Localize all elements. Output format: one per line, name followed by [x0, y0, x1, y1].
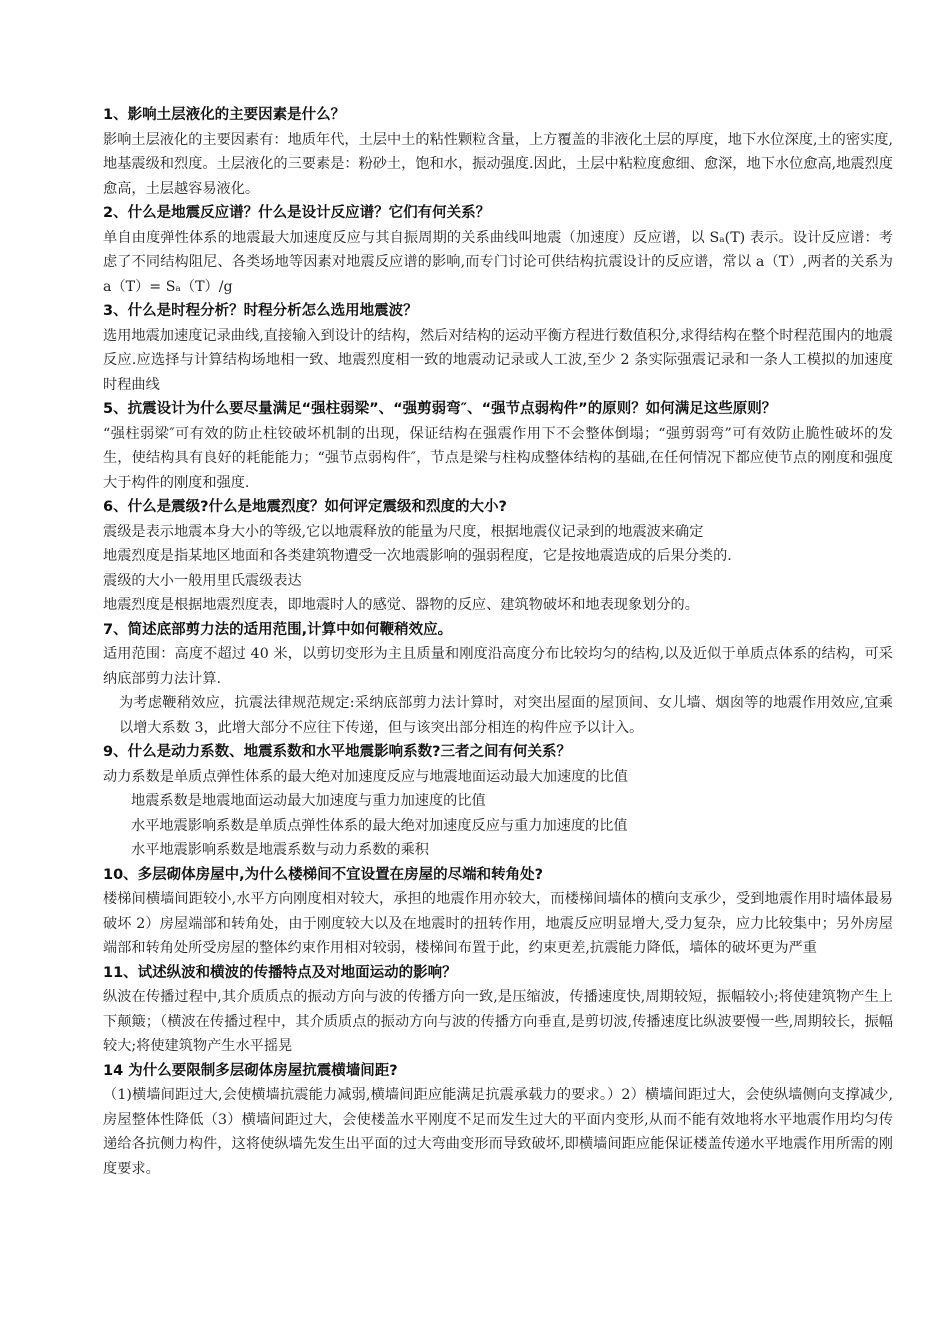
question-heading: 3、什么是时程分析？时程分析怎么选用地震波？ [103, 303, 418, 319]
answer-paragraph: 地震烈度是根据地震烈度表，即地震时人的感觉、器物的反应、建筑物破坏和地表现象划分的。 [103, 597, 699, 613]
question-heading: 6、什么是震级?什么是地震烈度？如何评定震级和烈度的大小? [103, 499, 507, 515]
section-6 [103, 495, 893, 618]
question-heading: 1、影响土层液化的主要因素是什么？ [103, 107, 346, 123]
section-2 [103, 201, 893, 299]
section-10 [103, 863, 893, 961]
answer-paragraph: 楼梯间横墙间距较小,水平方向刚度相对较大，承担的地震作用亦较大，而楼梯间墙体的横向支承少，受到地震作用时墙体最易破坏 2）房屋端部和转角处，由于刚度较大以及在地震时的扭转作用，地震反应明显增大,受力复杂，应力比较集中；另外房屋端部和转角处所受房屋的整体约束作用相对较弱，楼梯间布置于此，约束更差,抗震能力降低，墙体的破坏更为严重 [103, 891, 893, 956]
answer-paragraph: 水平地震影响系数是地震系数与动力系数的乘积 [131, 842, 429, 858]
answer-paragraph: 动力系数是单质点弹性体系的最大绝对加速度反应与地震地面运动最大加速度的比值 [103, 768, 628, 785]
section-14 [103, 1059, 893, 1182]
question-heading: 2、什么是地震反应谱？什么是设计反应谱？它们有何关系？ [103, 205, 491, 221]
answer-paragraph: 选用地震加速度记录曲线,直接输入到设计的结构，然后对结构的运动平衡方程进行数值积分,求得结构在整个时程范围内的地震反应.应选择与计算结构场地相一致、地震烈度相一致的地震动记录或人工波,至少 2 条实际强震记录和一条人工模拟的加速度时程曲线 [103, 327, 893, 393]
section-7 [103, 618, 893, 741]
question-heading: 7、简述底部剪力法的适用范围,计算中如何鞭稍效应。 [103, 621, 453, 638]
answer-paragraph: （1)横墙间距过大,会使横墙抗震能力减弱,横墙间距应能满足抗震承载力的要求。）2）横墙间距过大，会使纵墙侧向支撑减少,房屋整体性降低（3）横墙间距过大，会使楼盖水平刚度不足而发生过大的平面内变形,从而不能有效地将水平地震作用均匀传递给各抗侧力构件，这将使纵墙先发生出平面的过大弯曲变形而导致破坏,即横墙间距应能保证楼盖传递水平地震作用所需的刚度要求。 [103, 1087, 893, 1177]
answer-paragraph: 水平地震影响系数是单质点弹性体系的最大绝对加速度反应与重力加速度的比值 [131, 817, 628, 834]
section-3 [103, 299, 893, 397]
answer-paragraph: 适用范围：高度不超过 40 米，以剪切变形为主且质量和刚度沿高度分布比较均匀的结构,以及近似于单质点体系的结构，可采纳底部剪力法计算. [103, 646, 893, 687]
answer-paragraph: 地震系数是地震地面运动最大加速度与重力加速度的比值 [131, 793, 486, 809]
section-9 [103, 740, 893, 863]
question-heading: 14 为什么要限制多层砌体房屋抗震横墙间距? [103, 1062, 398, 1079]
answer-paragraph: 影响土层液化的主要因素有：地质年代，土层中土的粘性颗粒含量，上方覆盖的非液化土层的厚度，地下水位深度,土的密实度,地基震级和烈度。土层液化的三要素是：粉砂土，饱和水，振动强度.因此，土层中粘粒度愈细、愈深，地下水位愈高,地震烈度愈高，土层越容易液化。 [103, 131, 893, 197]
answer-paragraph: 纵波在传播过程中,其介质质点的振动方向与波的传播方向一致,是压缩波，传播速度快,周期较短，振幅较小;将使建筑物产生上下颠簸；（横波在传播过程中，其介质质点的振动方向与波的传播方向垂直,是剪切波,传播速度比纵波要慢一些,周期较长，振幅较大;将使建筑物产生水平摇晃 [103, 989, 893, 1054]
question-heading: 10、多层砌体房屋中,为什么楼梯间不宜设置在房屋的尽端和转角处? [103, 866, 544, 883]
answer-paragraph: 震级是表示地震本身大小的等级,它以地震释放的能量为尺度，根据地震仪记录到的地震波来确定 [103, 523, 704, 540]
question-heading: 11、试述纵波和横波的传播特点及对地面运动的影响？ [103, 964, 457, 981]
answer-paragraph: “强柱弱梁″可有效的防止柱铰破坏机制的出现，保证结构在强震作用下不会整体倒塌；“强剪弱弯”可有效防止脆性破坏的发生，使结构具有良好的耗能能力；“强节点弱构件″，节点是梁与柱构成整体结构的基础,在任何情况下都应使节点的刚度和强度大于构件的刚度和强度. [103, 425, 893, 491]
answer-paragraph: 地震烈度是指某地区地面和各类建筑物遭受一次地震影响的强弱程度，它是按地震造成的后果分类的. [103, 548, 732, 564]
answer-paragraph: 震级的大小一般用里氏震级表达 [103, 572, 302, 589]
section-11 [103, 961, 893, 1059]
answer-paragraph: 单自由度弹性体系的地震最大加速度反应与其自振周期的关系曲线叫地震（加速度）反应谱，以 Sₐ(T) 表示。设计反应谱：考虑了不同结构阻尼、各类场地等因素对地震反应谱的影响,而专门讨论可供结构抗震设计的反应谱，常以 a（T）,两者的关系为 a（T）= Sₐ（T）/g [103, 229, 893, 295]
document-body [103, 103, 893, 1181]
answer-paragraph: 为考虑鞭稍效应，抗震法律规范规定:采纳底部剪力法计算时，对突出屋面的屋顶间、女儿墙、烟囱等的地震作用效应,宜乘以增大系数 3，此增大部分不应往下传递，但与该突出部分相连的构件应予以计入。 [119, 695, 893, 736]
question-heading: 9、什么是动力系数、地震系数和水平地震影响系数?三者之间有何关系？ [103, 744, 571, 760]
section-1 [103, 103, 893, 201]
section-5 [103, 397, 893, 495]
question-heading: 5、抗震设计为什么要尽量满足“强柱弱梁”、“强剪弱弯″、“强节点弱构件”的原则？如何满足这些原则？ [103, 401, 777, 417]
